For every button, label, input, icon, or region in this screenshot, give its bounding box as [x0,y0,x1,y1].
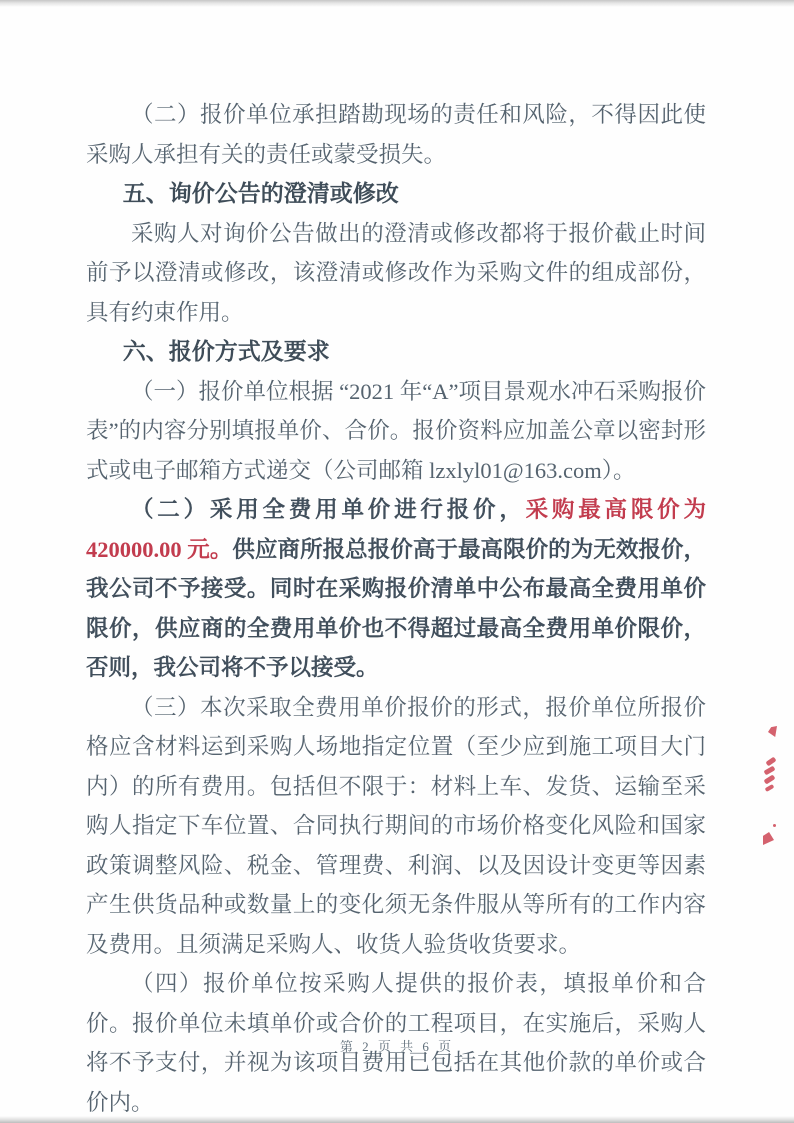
price-ceiling-rest-text: 供应商所报总报价高于最高限价的为无效报价，我公司不予接受。同时在采购报价清单中公布最高全费用单价限价，供应商的全费用单价也不得超过最高全费用单价限价，否则，我公司将不予以接受。 [86,536,706,680]
seal-fragment-icon [773,824,776,827]
seal-fragment-icon [765,757,776,767]
scan-shadow-bottom [0,1116,794,1123]
seal-fragment-icon [765,784,775,792]
seal-fragment-icon [763,832,774,845]
document-body [86,95,706,1122]
scan-shadow-top [0,0,794,7]
paragraph-clarification-rule: 采购人对询价公告做出的澄清或修改都将于报价截止时间前予以澄清或修改，该澄清或修改作为采购文件的组成部份，具有约束作用。 [86,220,706,325]
paragraph-site-visit-risk: （二）报价单位承担踏勘现场的责任和风险，不得因此使采购人承担有关的责任或蒙受损失。 [86,102,706,167]
paragraph-fill-unit-total-price: （四）报价单位按采购人提供的报价表，填报单价和合价。报价单位未填单价或合价的工程项目，在实施后，采购人将不予支付，并视为该项目费用已包括在其他价款的单价或合价内。 [86,971,706,1115]
max-price-highlight: 采购最高限价为 420000.00 元。 [86,497,706,562]
page-number: 第 2 页 共 6 页 [339,1039,455,1054]
paragraph-quotation-form-submission: （一）报价单位根据 “2021 年“A”项目景观水冲石采购报价表”的内容分别填报单价、合价。报价资料应加盖公章以密封形式或电子邮箱方式递交（公司邮箱 lzxlyl01@163.com）。 [86,378,706,483]
heading-section-6-quotation-requirements: 六、报价方式及要求 [122,338,330,364]
seal-fragment-icon [763,766,775,776]
paragraph-all-inclusive-price-scope: （三）本次采取全费用单价报价的形式，报价单位所报价格应含材料运到采购人场地指定位置（至少应到施工项目大门内）的所有费用。包括但不限于：材料上车、发货、运输至采购人指定下车位置、合同执行期间的市场价格变化风险和国家政策调整风险、税金、管理费、利润、以及因设计变更等因素产生供货品种或数量上的变化须无条件服从等所有的工作内容及费用。且须满足采购人、收货人验货收货要求。 [86,694,706,957]
seal-fragment-icon [768,726,777,737]
price-ceiling-lead-text: （二）采用全费用单价进行报价， [131,497,526,522]
paragraph-price-ceiling [86,490,706,688]
heading-section-5-clarification: 五、询价公告的澄清或修改 [122,180,399,206]
edge-seal-marks [760,722,784,854]
seal-fragment-icon [764,774,776,784]
